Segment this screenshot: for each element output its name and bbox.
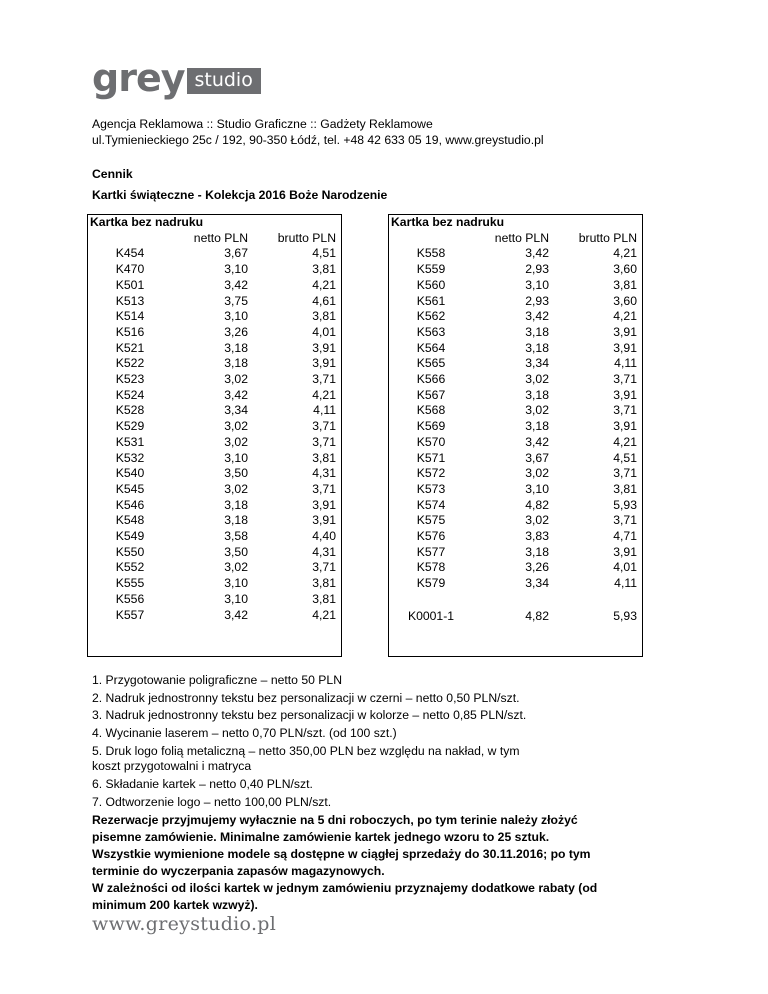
product-code: K564: [416, 340, 446, 355]
company-address: ul.Tymienieckiego 25c / 192, 90-350 Łódź, tel. +48 42 633 05 19, www.greystudio.pl: [92, 133, 544, 147]
product-code: K531: [115, 434, 145, 449]
price-netto: 3,10: [224, 309, 248, 324]
note-1: 1. Przygotowanie poligraficzne – netto 50 PLN: [92, 673, 342, 687]
price-netto: 3,18: [224, 513, 248, 528]
product-code: K528: [115, 403, 145, 418]
price-brutto: 4,21: [613, 434, 637, 449]
price-netto: 3,02: [525, 513, 549, 528]
table-row: [389, 356, 641, 372]
price-brutto: 3,81: [613, 277, 637, 292]
table-row: [88, 341, 340, 357]
table-row: [389, 545, 641, 561]
product-code: K563: [416, 324, 446, 339]
table-row: [389, 278, 641, 294]
table-row: [389, 482, 641, 498]
product-code: K567: [416, 387, 446, 402]
product-code: K546: [115, 497, 145, 512]
price-netto: 3,02: [224, 481, 248, 496]
table-row: [88, 513, 340, 529]
price-brutto: 4,11: [313, 403, 336, 418]
price-brutto: 3,81: [312, 450, 336, 465]
logo-studio-box: studio: [187, 68, 260, 94]
product-code: K524: [115, 387, 145, 402]
price-brutto: 3,91: [613, 544, 637, 559]
table-row: [389, 388, 641, 404]
title-collection: Kartki świąteczne - Kolekcja 2016 Boże Narodzenie: [92, 188, 388, 202]
price-brutto: 3,71: [312, 419, 336, 434]
price-netto: 3,67: [224, 246, 248, 261]
price-brutto: 5,93: [613, 608, 637, 623]
product-code: K529: [115, 419, 145, 434]
table-row: [389, 435, 641, 451]
price-brutto: 4,21: [312, 387, 336, 402]
table-row: [88, 262, 340, 278]
note-7: 7. Odtworzenie logo – netto 100,00 PLN/szt.: [92, 794, 332, 809]
note-5-line1: 5. Druk logo folią metaliczną – netto 350,00 PLN bez względu na nakład, w tym: [92, 744, 520, 759]
table-row: [88, 278, 340, 294]
price-brutto: 4,51: [312, 246, 336, 261]
product-code: K574: [416, 497, 446, 512]
table-row: [88, 451, 340, 467]
table-row: [88, 356, 340, 372]
price-brutto: 4,21: [613, 309, 637, 324]
left-col-brutto: brutto PLN: [277, 230, 336, 245]
product-code: K545: [115, 481, 145, 496]
left-col-netto: netto PLN: [193, 230, 248, 245]
price-netto: 3,42: [224, 607, 248, 622]
price-brutto: 3,91: [613, 324, 637, 339]
table-row: [389, 609, 641, 625]
footer-url[interactable]: www.greystudio.pl: [92, 913, 277, 935]
price-brutto: 3,81: [312, 309, 336, 324]
logo: [92, 56, 261, 100]
table-row: [389, 403, 641, 419]
product-code: K579: [416, 576, 446, 591]
product-code: K577: [416, 544, 446, 559]
product-code: K513: [115, 293, 145, 308]
product-code: K521: [115, 340, 145, 355]
document-title: [92, 164, 387, 206]
price-brutto: 3,71: [312, 481, 336, 496]
product-code: K565: [416, 356, 446, 371]
price-netto: 3,83: [525, 529, 549, 544]
price-brutto: 3,71: [312, 560, 336, 575]
product-code: K532: [115, 450, 145, 465]
table-row: [88, 498, 340, 514]
note-6: 6. Składanie kartek – netto 0,40 PLN/szt.: [92, 777, 313, 792]
price-brutto: 3,91: [312, 497, 336, 512]
price-brutto: 3,71: [613, 466, 637, 481]
product-code: K523: [115, 372, 145, 387]
price-brutto: 4,40: [312, 529, 336, 544]
product-code: K514: [115, 309, 145, 324]
price-brutto: 3,60: [613, 293, 637, 308]
product-code: K575: [416, 513, 446, 528]
product-code: K569: [416, 419, 446, 434]
price-netto: 3,26: [224, 324, 248, 339]
price-brutto: 4,01: [613, 560, 637, 575]
price-netto: 3,18: [224, 340, 248, 355]
table-row: [389, 529, 641, 545]
product-code: K550: [115, 544, 145, 559]
price-netto: 3,02: [224, 419, 248, 434]
price-netto: 3,42: [224, 277, 248, 292]
price-netto: 3,42: [525, 309, 549, 324]
price-brutto: 3,81: [613, 481, 637, 496]
table-row: [389, 451, 641, 467]
product-code: K548: [115, 513, 145, 528]
company-tagline: Agencja Reklamowa :: Studio Graficzne :: Gadżety Reklamowe: [92, 117, 433, 131]
product-code: K540: [115, 466, 145, 481]
price-netto: 3,02: [224, 372, 248, 387]
note-5: [92, 744, 652, 774]
terms-line-1: Rezerwacje przyjmujemy wyłacznie na 5 dni roboczych, po tym terinie należy złożyć: [92, 812, 578, 827]
price-brutto: 4,21: [312, 607, 336, 622]
price-brutto: 3,91: [613, 419, 637, 434]
right-col-brutto: brutto PLN: [578, 230, 637, 245]
table-row: [88, 466, 340, 482]
price-netto: 3,50: [224, 466, 248, 481]
table-row: [389, 246, 641, 262]
right-table-heading: Kartka bez nadruku: [391, 215, 505, 229]
price-brutto: 3,71: [613, 372, 637, 387]
price-netto: 3,02: [525, 403, 549, 418]
product-code: K0001-1: [407, 608, 455, 623]
price-netto: 3,42: [224, 387, 248, 402]
right-col-netto: netto PLN: [494, 230, 549, 245]
table-row: [88, 388, 340, 404]
product-code: K576: [416, 529, 446, 544]
left-table-heading: Kartka bez nadruku: [90, 215, 204, 229]
price-brutto: 4,71: [613, 529, 637, 544]
price-netto: 3,10: [224, 591, 248, 606]
product-code: K552: [115, 560, 145, 575]
table-row: [88, 435, 340, 451]
table-row: [389, 325, 641, 341]
price-netto: 3,18: [525, 544, 549, 559]
product-code: K572: [416, 466, 446, 481]
price-netto: 2,93: [525, 262, 549, 277]
price-netto: 3,02: [525, 372, 549, 387]
table-row: [88, 608, 340, 624]
company-header: [92, 116, 544, 148]
table-row: [389, 372, 641, 388]
price-netto: 3,10: [224, 450, 248, 465]
product-code: K556: [115, 591, 145, 606]
table-row: [389, 513, 641, 529]
product-code: K568: [416, 403, 446, 418]
table-row: [389, 341, 641, 357]
price-brutto: 3,81: [312, 262, 336, 277]
price-netto: 3,34: [224, 403, 248, 418]
table-row: [88, 482, 340, 498]
price-brutto: 3,91: [613, 340, 637, 355]
table-row: [389, 309, 641, 325]
table-row: [88, 529, 340, 545]
price-brutto: 4,31: [312, 466, 336, 481]
product-code: K570: [416, 434, 446, 449]
table-row: [88, 576, 340, 592]
table-row: [88, 560, 340, 576]
price-netto: 3,18: [224, 356, 248, 371]
note-2: 2. Nadruk jednostronny tekstu bez personalizacji w czerni – netto 0,50 PLN/szt.: [92, 690, 520, 705]
price-brutto: 3,91: [312, 340, 336, 355]
price-netto: 3,34: [525, 576, 549, 591]
logo-grey-text: grey: [92, 56, 185, 100]
price-brutto: 4,21: [613, 246, 637, 261]
note-3: 3. Nadruk jednostronny tekstu bez personalizacji w kolorze – netto 0,85 PLN/szt.: [92, 708, 527, 723]
product-code: K573: [416, 481, 446, 496]
product-code: K557: [115, 607, 145, 622]
price-brutto: 3,91: [312, 513, 336, 528]
product-code: K454: [115, 246, 145, 261]
table-row: [88, 403, 340, 419]
table-row: [389, 466, 641, 482]
terms-line-2: pisemne zamówienie. Minimalne zamówienie kartek jednego wzoru to 25 sztuk.: [92, 829, 550, 844]
table-row: [88, 545, 340, 561]
terms-line-6: minimum 200 kartek wzwyż).: [92, 897, 258, 912]
product-code: K555: [115, 576, 145, 591]
price-netto: 3,42: [525, 246, 549, 261]
price-netto: 4,82: [525, 608, 549, 623]
price-netto: 3,10: [525, 277, 549, 292]
price-brutto: 3,71: [312, 372, 336, 387]
price-netto: 2,93: [525, 293, 549, 308]
product-code: K558: [416, 246, 446, 261]
product-code: K561: [416, 293, 446, 308]
price-brutto: 3,71: [613, 513, 637, 528]
price-netto: 3,10: [224, 576, 248, 591]
table-gap-row: [389, 592, 641, 609]
price-brutto: 4,11: [614, 576, 637, 591]
notes-section: [92, 672, 652, 914]
price-netto: 3,02: [224, 560, 248, 575]
price-brutto: 3,91: [613, 387, 637, 402]
note-5-line2: koszt przygotowalni i matryca: [92, 759, 252, 774]
price-netto: 3,67: [525, 450, 549, 465]
terms-line-3: Wszystkie wymienione modele są dostępne w ciągłej sprzedaży do 30.11.2016; po tym: [92, 846, 591, 861]
price-netto: 3,18: [224, 497, 248, 512]
price-brutto: 4,11: [614, 356, 637, 371]
product-code: K578: [416, 560, 446, 575]
terms-line-4: terminie do wyczerpania zapasów magazynowych.: [92, 863, 385, 878]
table-row: [389, 560, 641, 576]
table-row: [88, 246, 340, 262]
product-code: K562: [416, 309, 446, 324]
table-row: [389, 294, 641, 310]
table-row: [389, 576, 641, 592]
note-4: 4. Wycinanie laserem – netto 0,70 PLN/szt. (od 100 szt.): [92, 725, 397, 740]
table-row: [88, 419, 340, 435]
price-netto: 3,34: [525, 356, 549, 371]
price-netto: 3,02: [224, 434, 248, 449]
price-brutto: 3,81: [312, 591, 336, 606]
product-code: K571: [416, 450, 446, 465]
price-netto: 3,58: [224, 529, 248, 544]
table-row: [88, 372, 340, 388]
price-netto: 3,10: [224, 262, 248, 277]
price-brutto: 4,01: [312, 324, 336, 339]
product-code: K560: [416, 277, 446, 292]
price-brutto: 3,71: [613, 403, 637, 418]
table-row: [88, 325, 340, 341]
terms-line-5: W zależności od ilości kartek w jednym zamówieniu przyznajemy dodatkowe rabaty (od: [92, 880, 598, 895]
left-price-table: [88, 215, 340, 623]
product-code: K516: [115, 324, 145, 339]
price-brutto: 4,61: [312, 293, 336, 308]
price-brutto: 4,51: [613, 450, 637, 465]
product-code: K470: [115, 262, 145, 277]
gap-cell: [389, 592, 641, 609]
price-netto: 3,18: [525, 324, 549, 339]
price-netto: 3,42: [525, 434, 549, 449]
table-row: [389, 498, 641, 514]
price-netto: 3,18: [525, 419, 549, 434]
table-row: [88, 294, 340, 310]
product-code: K559: [416, 262, 446, 277]
right-price-table: [389, 215, 641, 625]
price-netto: 3,75: [224, 293, 248, 308]
price-netto: 3,10: [525, 481, 549, 496]
product-code: K501: [115, 277, 145, 292]
price-brutto: 3,60: [613, 262, 637, 277]
price-netto: 3,18: [525, 387, 549, 402]
product-code: K549: [115, 529, 145, 544]
price-brutto: 4,31: [312, 544, 336, 559]
table-row: [88, 592, 340, 608]
table-row: [88, 309, 340, 325]
price-netto: 3,50: [224, 544, 248, 559]
table-row: [389, 419, 641, 435]
price-netto: 3,02: [525, 466, 549, 481]
product-code: K522: [115, 356, 145, 371]
price-brutto: 3,71: [312, 434, 336, 449]
price-netto: 4,82: [525, 497, 549, 512]
product-code: K566: [416, 372, 446, 387]
price-brutto: 3,91: [312, 356, 336, 371]
price-netto: 3,18: [525, 340, 549, 355]
price-brutto: 3,81: [312, 576, 336, 591]
price-brutto: 4,21: [312, 277, 336, 292]
title-cennik: Cennik: [92, 167, 133, 181]
price-netto: 3,26: [525, 560, 549, 575]
table-row: [389, 262, 641, 278]
price-brutto: 5,93: [613, 497, 637, 512]
